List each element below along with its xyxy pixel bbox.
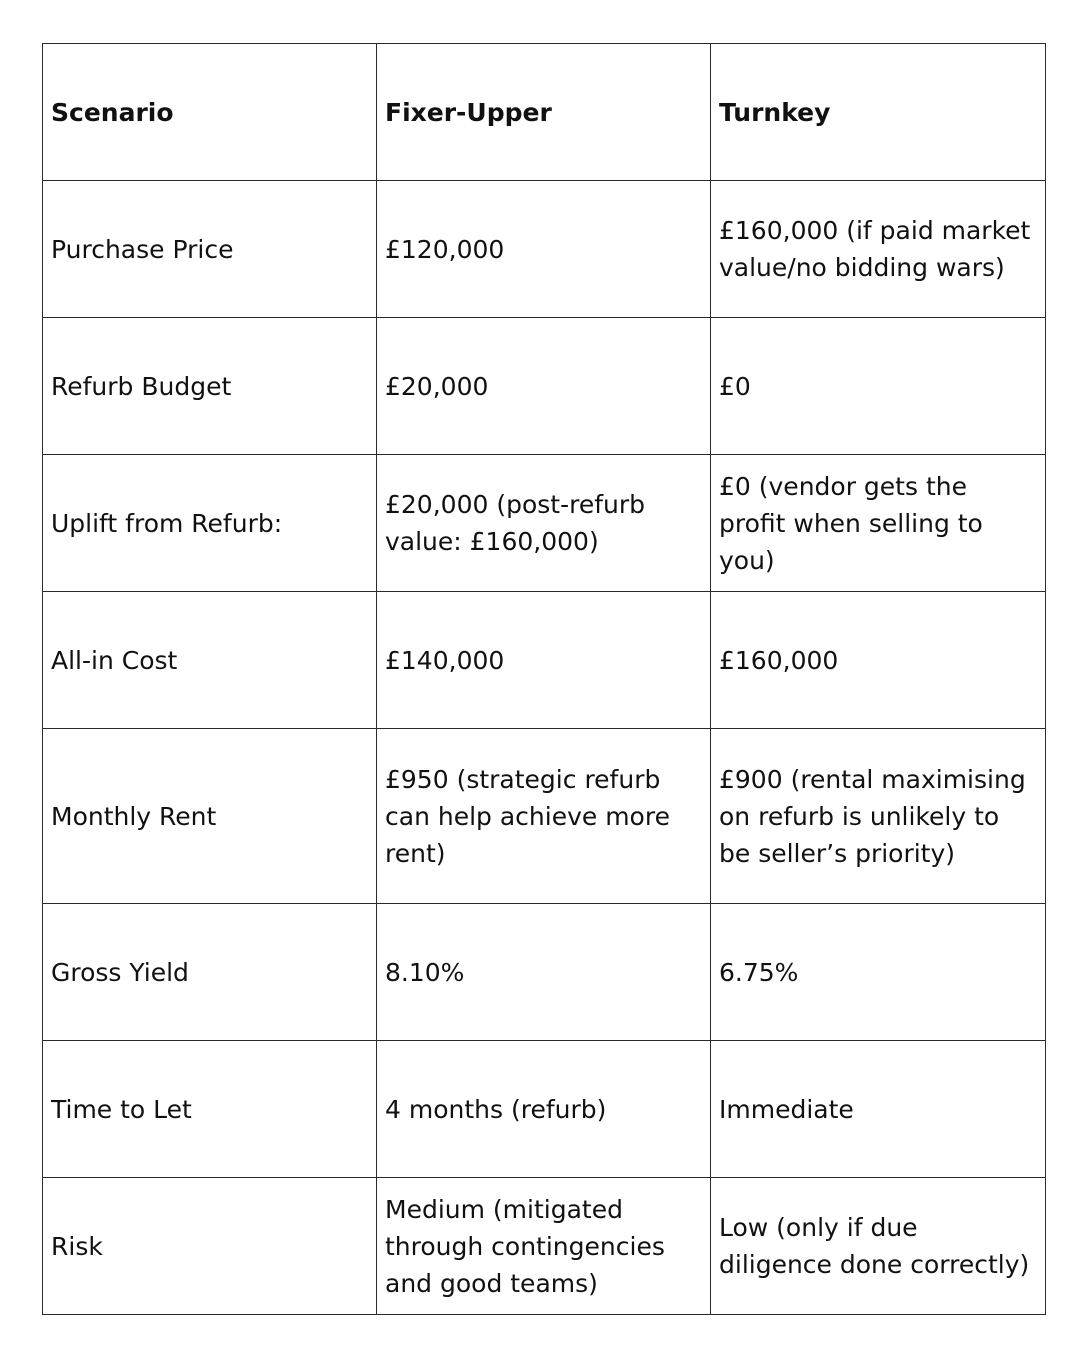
turnkey-cell: £160,000	[711, 592, 1046, 729]
fixer-upper-cell: £20,000 (post-refurb value: £160,000)	[377, 455, 711, 592]
row-label: Purchase Price	[43, 181, 377, 318]
fixer-upper-cell: £120,000	[377, 181, 711, 318]
header-turnkey: Turnkey	[711, 44, 1046, 181]
turnkey-cell: £0	[711, 318, 1046, 455]
row-label: Monthly Rent	[43, 729, 377, 904]
row-label: All-in Cost	[43, 592, 377, 729]
row-label: Refurb Budget	[43, 318, 377, 455]
comparison-table	[42, 43, 1046, 1315]
header-fixer-upper: Fixer-Upper	[377, 44, 711, 181]
header-scenario: Scenario	[43, 44, 377, 181]
turnkey-cell: Low (only if due diligence done correctly)	[711, 1178, 1046, 1315]
fixer-upper-cell: 8.10%	[377, 904, 711, 1041]
fixer-upper-cell: £950 (strategic refurb can help achieve more rent)	[377, 729, 711, 904]
turnkey-cell: £160,000 (if paid market value/no bidding wars)	[711, 181, 1046, 318]
fixer-upper-cell: £140,000	[377, 592, 711, 729]
row-label: Time to Let	[43, 1041, 377, 1178]
row-label: Uplift from Refurb:	[43, 455, 377, 592]
table-row	[43, 455, 1046, 592]
table-row	[43, 592, 1046, 729]
table-row	[43, 1178, 1046, 1315]
table-row	[43, 318, 1046, 455]
table-row	[43, 1041, 1046, 1178]
turnkey-cell: Immediate	[711, 1041, 1046, 1178]
turnkey-cell: 6.75%	[711, 904, 1046, 1041]
fixer-upper-cell: £20,000	[377, 318, 711, 455]
table-row	[43, 904, 1046, 1041]
turnkey-cell: £900 (rental maximising on refurb is unlikely to be seller’s priority)	[711, 729, 1046, 904]
row-label: Risk	[43, 1178, 377, 1315]
header-row	[43, 44, 1046, 181]
fixer-upper-cell: 4 months (refurb)	[377, 1041, 711, 1178]
fixer-upper-cell: Medium (mitigated through contingencies and good teams)	[377, 1178, 711, 1315]
table-row	[43, 181, 1046, 318]
row-label: Gross Yield	[43, 904, 377, 1041]
table-row	[43, 729, 1046, 904]
turnkey-cell: £0 (vendor gets the profit when selling to you)	[711, 455, 1046, 592]
